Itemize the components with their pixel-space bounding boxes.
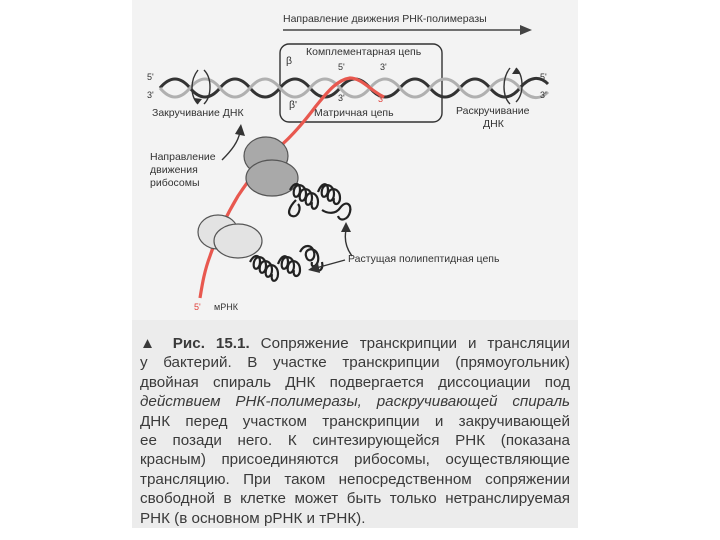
caption-line-10: РНК (в основном рРНК и тРНК). (140, 509, 366, 527)
mrna-five-prime: 5' (194, 302, 201, 312)
caption-line-1 (140, 334, 570, 353)
polypeptide-chain-lower (250, 246, 322, 281)
dna-unwinding-label-line2: ДНК (483, 118, 504, 130)
left-bottom-three-prime: 3' (147, 90, 154, 100)
dna-unwinding-label-line1: Раскручивание (456, 105, 530, 117)
beta-label: β (286, 55, 293, 67)
rna-three-prime-end: 3' (378, 94, 385, 104)
caption-line-7: красным) присоединяются рибосомы, осуществляющие (140, 451, 570, 469)
complementary-strand-label: Комплементарная цепь (306, 46, 422, 58)
ribosome-upper (244, 137, 298, 196)
caption-line-6: ее позади него. К синтезирующейся РНК (показана (140, 432, 570, 450)
figure-caption (140, 334, 570, 528)
caption-line-1-text: Сопряжение транскрипции и трансляции (260, 335, 570, 352)
ribosome-direction-arrow (222, 124, 245, 160)
rna-polymerase-direction-label: Направление движения РНК-полимеразы (283, 13, 487, 25)
right-top-five-prime: 5' (540, 72, 547, 82)
dna-double-helix (160, 78, 548, 97)
caption-line-3: двойная спираль ДНК подвергается диссоциации под (140, 373, 570, 391)
beta-prime-label: β' (289, 99, 298, 111)
rna-polymerase-direction-arrow (283, 25, 532, 35)
caption-line-2: у бактерий. В участке транскрипции (прямоугольник) (140, 354, 570, 372)
ribosome-direction-label-line2: движения (150, 164, 198, 176)
ribosome-direction-label-line1: Направление (150, 151, 216, 163)
template-strand-label: Матричная цепь (314, 107, 394, 119)
ribosome-direction-label-line3: рибосомы (150, 177, 200, 189)
bubble-three-prime-bottom: 3' (338, 93, 345, 103)
ribosome-lower (198, 215, 262, 258)
right-bottom-three-prime: 3' (540, 90, 547, 100)
caption-line-4: действием РНК-полимеразы, раскручивающей спираль (140, 393, 570, 411)
winding-rotation-icon (192, 70, 210, 104)
dna-winding-label: Закручивание ДНК (152, 107, 244, 119)
caption-figure-label: Рис. 15.1. (172, 335, 250, 352)
caption-line-9: свободной в клетке может быть только нетранслируемая (140, 490, 570, 508)
caption-line-5: ДНК перед участком транскрипции и закручивающей (140, 412, 570, 430)
polypeptide-chain-upper (289, 184, 350, 219)
caption-marker-icon: ▲ (140, 335, 162, 352)
bubble-five-prime-top: 5' (338, 62, 345, 72)
bubble-three-prime-top: 3' (380, 62, 387, 72)
left-top-five-prime: 5' (147, 72, 154, 82)
mrna-label: мРНК (214, 302, 238, 312)
polypeptide-label: Растущая полипептидная цепь (348, 253, 500, 265)
caption-line-8: трансляцию. При таком непосредственном сопряжении (140, 470, 570, 488)
